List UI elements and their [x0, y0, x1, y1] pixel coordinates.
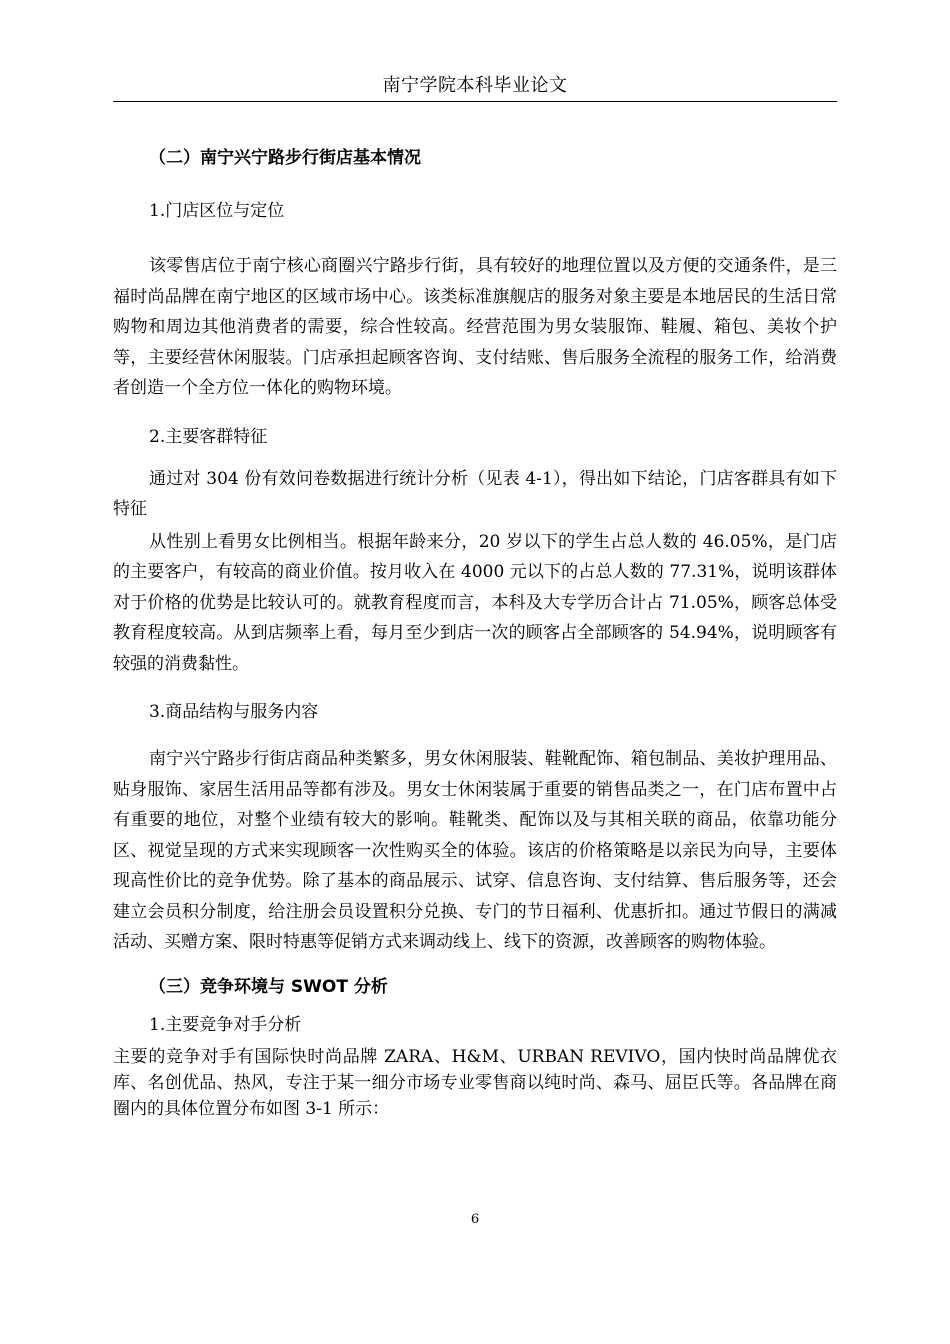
paragraph-products: 南宁兴宁路步行街店商品种类繁多，男女休闲服装、鞋靴配饰、箱包制品、美妆护理用品、贴身服饰、家居生活用品等都有涉及。男女士休闲装属于重要的销售品类之一，在门店布置中占有重要的地位，对整个业绩有较大的影响。鞋靴类、配饰以及与其相关联的商品，依靠功能分区、视觉呈现的方式来实现顾客一次性购买全的体验。该店的价格策略是以亲民为向导，主要体现高性价比的竞争优势。除了基本的商品展示、试穿、信息咨询、支付结算、售后服务等，还会建立会员积分制度，给注册会员设置积分兑换、专门的节日福利、优惠折扣。通过节假日的满减活动、买赠方案、限时特惠等促销方式来调动线上、线下的资源，改善顾客的购物体验。: [113, 749, 837, 952]
paragraph-survey: 通过对 304 份有效问卷数据进行统计分析（见表 4-1），得出如下结论，门店客群具有如下特征: [113, 468, 837, 519]
section-heading-2: （二）南宁兴宁路步行街店基本情况: [149, 148, 421, 168]
subsection-heading-products: 3.商品结构与服务内容: [149, 702, 319, 722]
header-divider: [113, 101, 837, 102]
subsection-heading-competitors: 1.主要竞争对手分析: [149, 1014, 302, 1035]
paragraph-customer-traits: 从性别上看男女比例相当。根据年龄来分，20 岁以下的学生占总人数的 46.05%，是门店的主要客户，有较高的商业价值。按月收入在 4000 元以下的占总人数的 77.31%，说明该群体对于价格的优势是比较认可的。就教育程度而言，本科及大专学历合计占 71.05%，顾客总体受教育程度较高。从到店频率上看，每月至少到店一次的顾客占全部顾客的 54.94%，说明顾客有较强的消费黏性。: [113, 531, 837, 674]
subsection-heading-customers: 2.主要客群特征: [149, 426, 268, 447]
paragraph-competitors: 主要的竞争对手有国际快时尚品牌 ZARA、H&M、URBAN REVIVO，国内快时尚品牌优衣库、名创优品、热风，专注于某一细分市场专业零售商以纯时尚、森马、屈臣氏等。各品牌在商圈内的具体位置分布如图 3-1 所示：: [113, 1046, 837, 1119]
page-body: [113, 143, 837, 1122]
subsection-heading-location: 1.门店区位与定位: [149, 201, 285, 221]
paragraph-location: 该零售店位于南宁核心商圈兴宁路步行街，具有较好的地理位置以及方便的交通条件，是三福时尚品牌在南宁地区的区域市场中心。该类标准旗舰店的服务对象主要是本地居民的生活日常购物和周边其他消费者的需要，综合性较高。经营范围为男女装服饰、鞋履、箱包、美妆个护等，主要经营休闲服装。门店承担起顾客咨询、支付结账、售后服务全流程的服务工作，给消费者创造一个全方位一体化的购物环境。: [113, 256, 837, 398]
page-number: 6: [470, 1212, 480, 1227]
section-heading-3: （三）竞争环境与 SWOT 分析: [149, 976, 388, 997]
page-header-title: 南宁学院本科毕业论文: [382, 75, 568, 96]
